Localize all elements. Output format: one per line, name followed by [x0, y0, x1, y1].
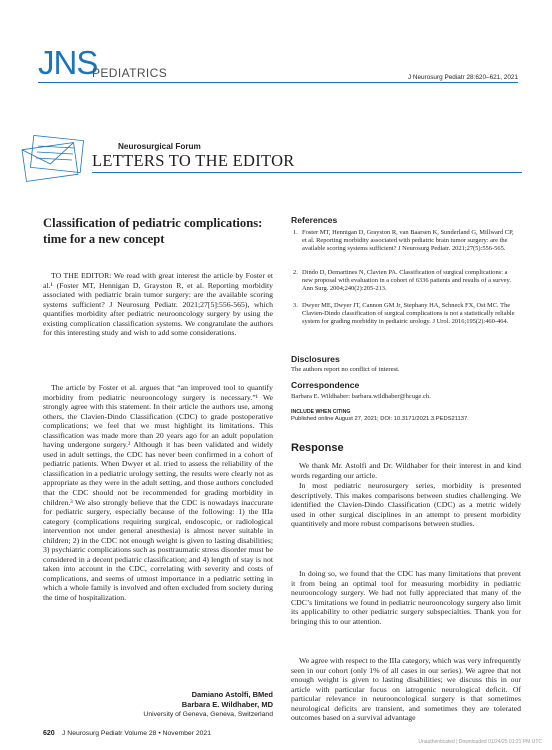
reference-number: 1. [293, 229, 298, 236]
reference-number: 2. [293, 269, 298, 276]
signature-author-2: Barbara E. Wildhaber, MD [181, 700, 273, 709]
citing-text: Published online August 27, 2021; DOI: 10.3171/2021.3.PEDS21137. [291, 416, 469, 422]
header-rule [38, 82, 518, 83]
reference-item [291, 269, 521, 300]
disclosures-heading: Disclosures [291, 354, 340, 364]
response-paragraph: We agree with respect to the IIIa category, which was very infrequently seen in our cohort (only 1% of all cases in our series). We agree that not enough weight is given to lasting disabilities; we discuss this in our article with particular focus on iatrogenic neurological deficit. Of particular relevance in neurooncological surgery is that sometimes neurological deficits are transient, and sometimes they are tolerated outcomes based on a survival advantage [291, 656, 521, 723]
reference-number: 3. [293, 302, 298, 309]
references-heading: References [291, 215, 338, 225]
response-paragraph: In most pediatric neurosurgery series, morbidity is presented descriptively. This makes comparisons between studies challenging. We identified the Clavien-Dindo Classification (CDC) as a metric widely used in other surgical disciplines in an attempt to present morbidity quantitively and more robust comparisons between studies. [291, 481, 521, 529]
response-heading: Response [291, 442, 344, 454]
reference-item [291, 302, 521, 342]
letter-paragraph: TO THE EDITOR: We read with great interest the article by Foster et al.¹ (Foster MT, Hennigan D, Grayston R, et al. Reporting morbidity associated with pediatric brain tumor surgery: are the available scoring systems sufficient? J Neurosurg Pediatr. 2021;27[5]:556-565), which quantifies morbidity after pediatric neurooncology surgery by using the existing complication classification systems. We congratulate the authors for this interesting study and wish to add some considerations. [43, 271, 273, 338]
signature-author-1: Damiano Astolfi, BMed [191, 690, 273, 699]
correspondence-text: Barbara E. Wildhaber: barbara.wildhaber@hcuge.ch. [291, 393, 431, 400]
header-citation: J Neurosurg Pediatr 28:620–621, 2021 [407, 74, 518, 81]
envelope-icon [18, 132, 88, 189]
response-paragraph: In doing so, we found that the CDC has many limitations that prevent it from being an optimal tool for measuring morbidity in pediatric neurooncology surgery. We had not fully appreciated that many of the CDC’s limitations we found in pediatric neurooncology surgery also limit its applicability to other pediatric surgery subspecialties. Thank you for bringing this to our attention. [291, 569, 521, 626]
response-paragraph: We thank Mr. Astolfi and Dr. Wildhaber for their interest in and kind words regarding our article. [291, 461, 521, 480]
letter-paragraph: The article by Foster et al. argues that “an improved tool to quantify morbidity from pediatric neurooncology surgery is necessary.”¹ We strongly agree with this statement. In their article the authors use, among others, the Clavien-Dindo Classification (CDC) to grade postoperative complications; we feel that we must highlight its limitations. This classification was made more than 20 years ago for an adult population having undergone surgery.² Although it has been validated and widely used in adult settings, the CDC has never been confirmed in a cohort of pediatric patients. When Dwyer et al. tried to assess the reliability of the classification in a pediatric urology setting, the results were clearly not as appropriate as they were in the adult setting, and those authors concluded that the CDC should not be recommended for grading morbidity in children.³ We also strongly believe that the CDC is nowadays inaccurate for pediatric surgery, especially because of the following: 1) the IIIa category (complications requiring surgical, endoscopic, or radiological intervention not under general anesthesia) is almost never suitable in children; 2) in the CDC not enough weight is given to lasting disabilities; 3) psychiatric complications such as posttraumatic stress disorder must be considered in a decent pediatric classification; and 4) length of stay is not taken into account in the CDC, correlating with severity and costs of complications, and seems of utmost importance in a pediatric setting in which a whole family is involved and often excluded from society during the time of hospitalization. [43, 383, 273, 603]
reference-text: Dwyer ME, Dwyer JT, Cannon GM Jr, Stephany HA, Schneck FX, Ost MC. The Clavien-Dindo classification of surgical complications is not a statistically reliable system for grading morbidity in pediatric urology. J Urol. 2016;195(2):460-464. [302, 302, 515, 326]
logo-jns: JNS [38, 44, 98, 81]
forum-title: LETTERS TO THE EDITOR [92, 151, 295, 170]
footer-journal: J Neurosurg Pediatr Volume 28 • November 2021 [62, 730, 211, 737]
disclosures-text: The authors report no conflict of interest. [291, 366, 400, 373]
forum-rule [92, 172, 522, 173]
download-stamp: Unauthenticated | Downloaded 01/24/25 01:21 PM UTC [418, 739, 542, 745]
journal-logo [38, 46, 97, 82]
reference-item [291, 229, 521, 269]
reference-text: Dindo D, Demartines N, Clavien PA. Classification of surgical complications: a new proposal with evaluation in a cohort of 6336 patients and results of a survey. Ann Surg. 2004;240(2):205-213. [302, 269, 511, 293]
logo-pediatrics: PEDIATRICS [92, 66, 168, 80]
citing-heading: INCLUDE WHEN CITING [291, 409, 351, 415]
article-title: Classification of pediatric complications: time for a new concept [43, 216, 263, 246]
signature-affiliation: University of Geneva, Geneva, Switzerland [143, 711, 273, 718]
forum-kicker: Neurosurgical Forum [118, 142, 201, 151]
page-number: 620 [43, 730, 55, 737]
reference-text: Foster MT, Hennigan D, Grayston R, van Baarsen K, Sunderland G, Millward CP, et al. Reporting morbidity associated with pediatric brain tumor surgery: are the available scoring systems sufficient? J Neurosurg Pediatr. 2021;27(5):556-565. [302, 229, 514, 253]
correspondence-heading: Correspondence [291, 380, 360, 390]
